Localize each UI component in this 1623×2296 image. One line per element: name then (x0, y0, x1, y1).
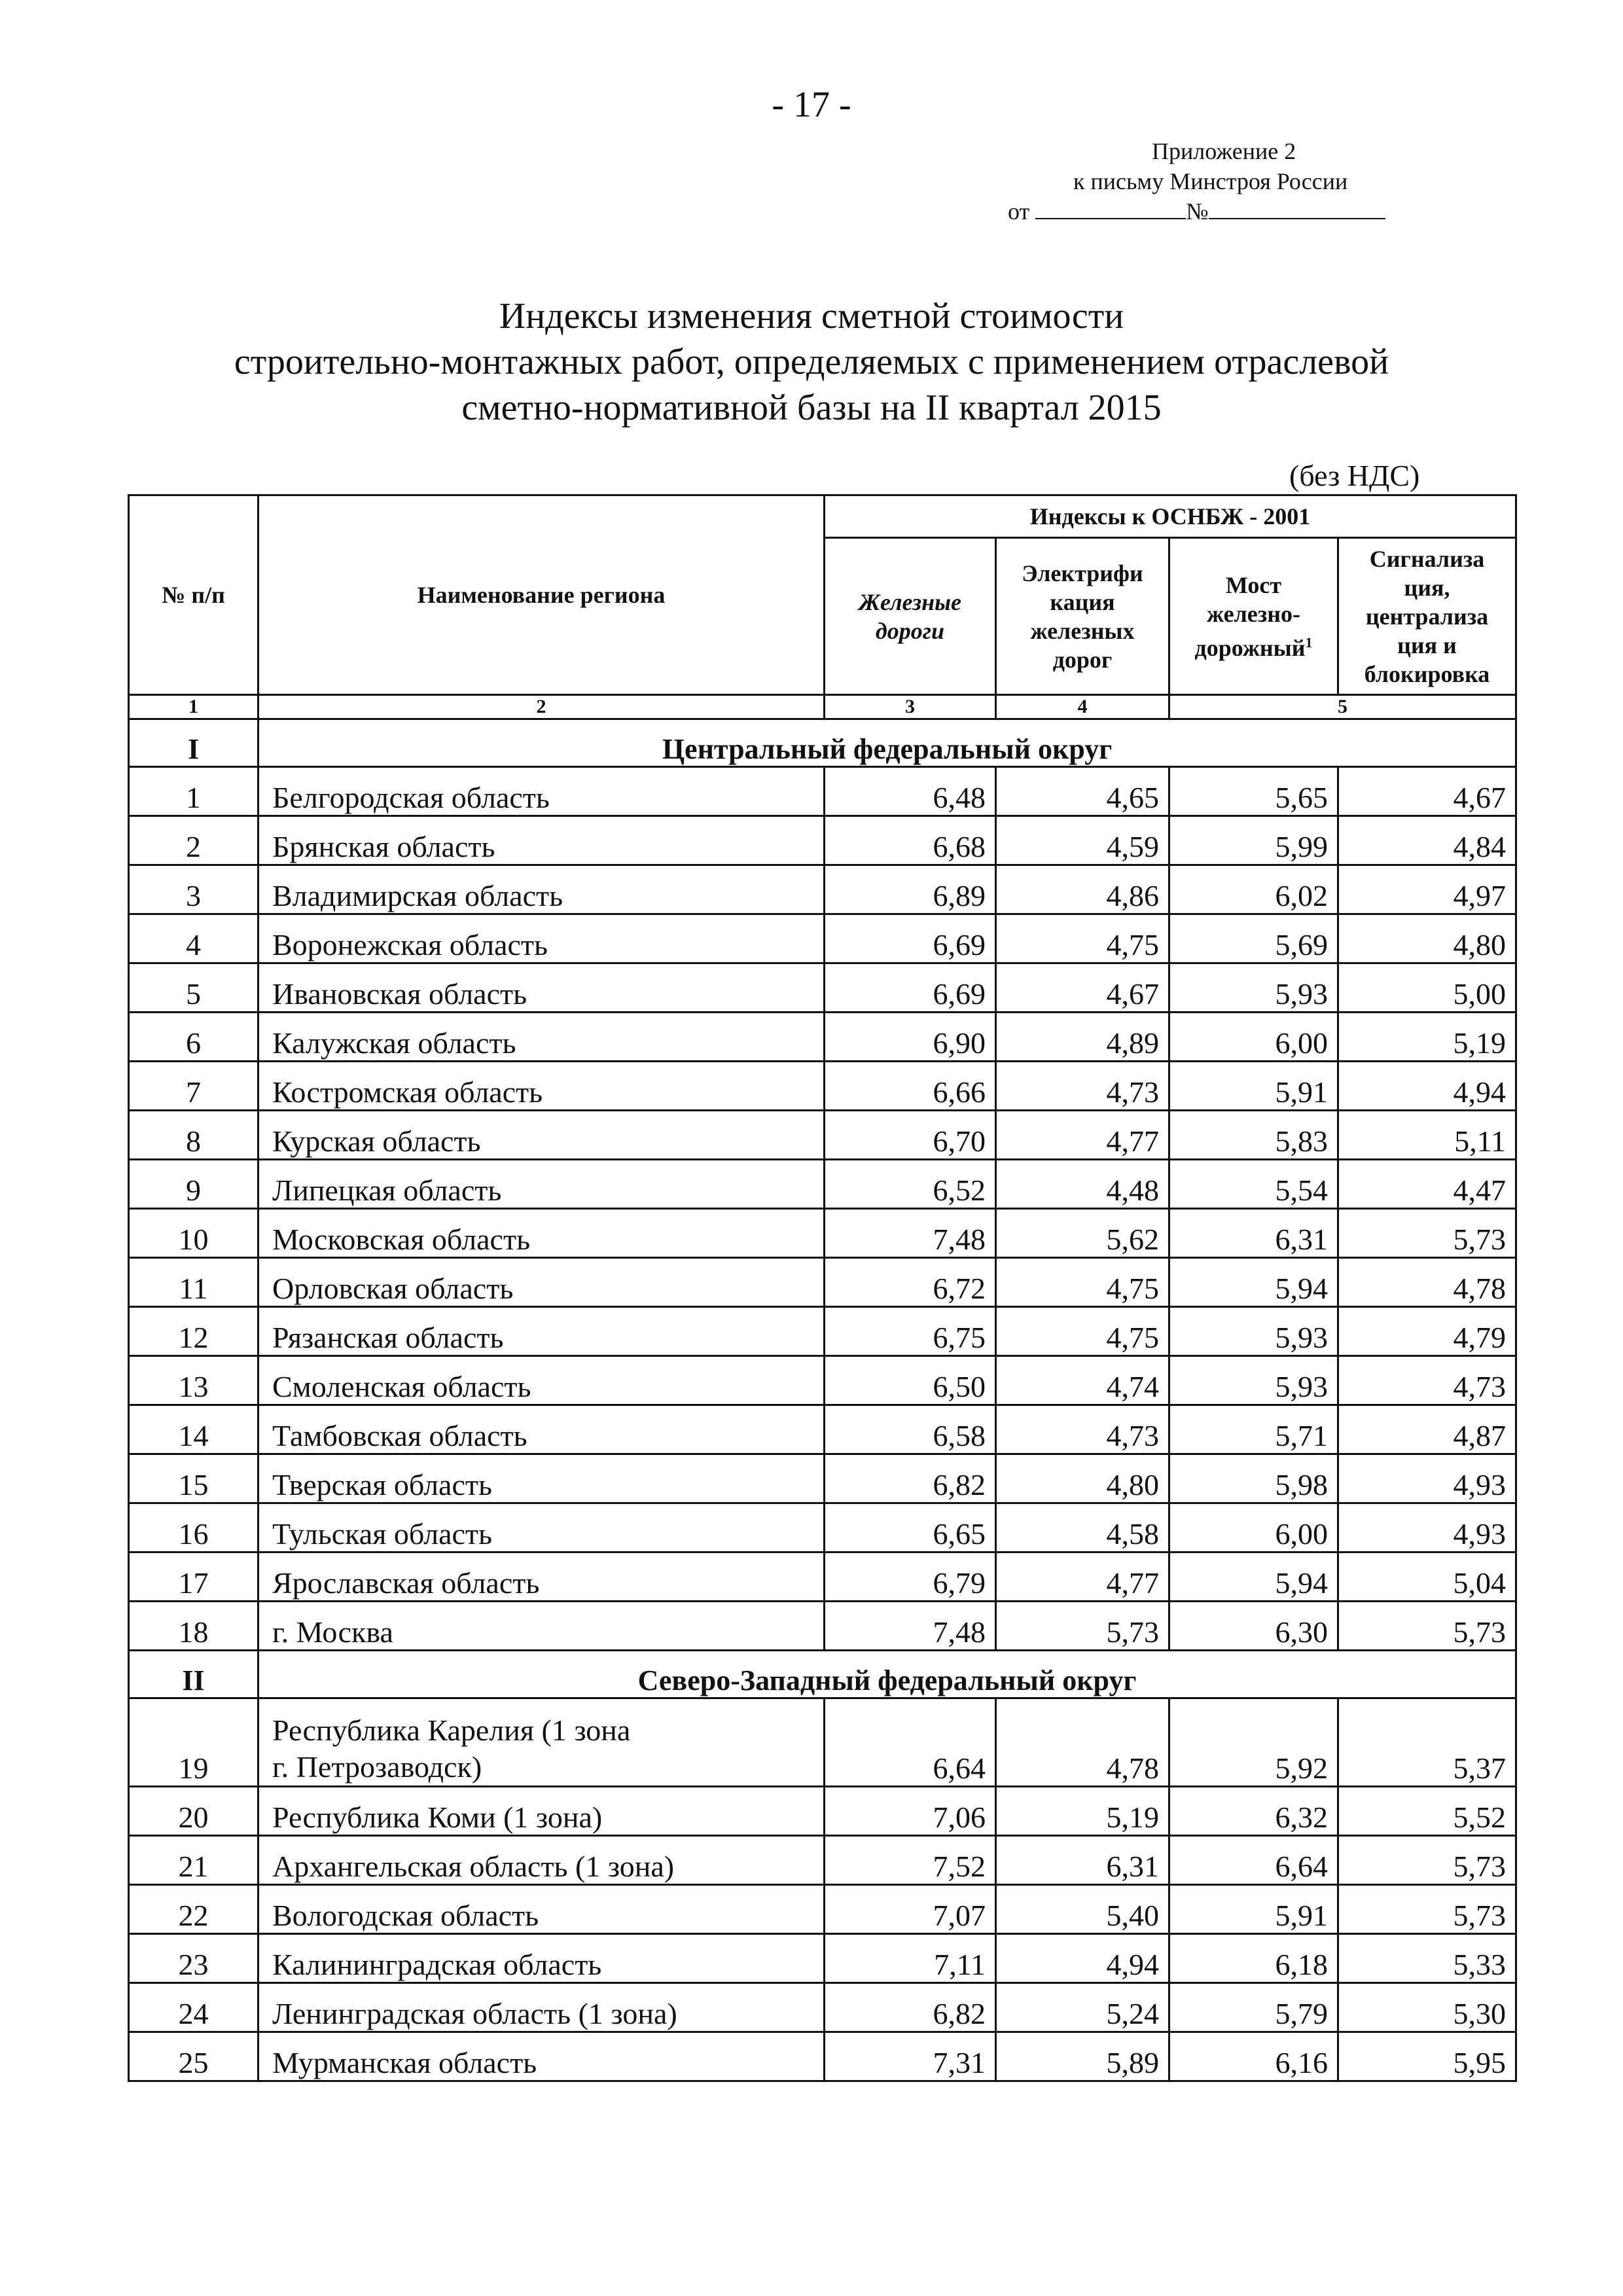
value-signalling: 4,47 (1338, 1160, 1516, 1209)
table-row (129, 1209, 1516, 1258)
region-name: Московская область (259, 1209, 825, 1258)
value-bridge: 5,93 (1169, 1307, 1338, 1356)
row-number: 1 (129, 767, 259, 816)
value-electrification: 5,62 (996, 1209, 1169, 1258)
value-railways: 6,70 (825, 1111, 996, 1160)
table-row (129, 1258, 1516, 1307)
column-number: 1 (129, 695, 259, 719)
section-row (129, 719, 1516, 767)
table-row (129, 1356, 1516, 1405)
table-row (129, 1934, 1516, 1983)
value-electrification: 4,73 (996, 1405, 1169, 1454)
value-electrification: 4,73 (996, 1062, 1169, 1111)
value-signalling: 4,93 (1338, 1454, 1516, 1503)
value-railways: 6,50 (825, 1356, 996, 1405)
region-name: Липецкая область (259, 1160, 825, 1209)
region-name: Тульская область (259, 1503, 825, 1552)
table-row (129, 816, 1516, 865)
value-railways: 6,65 (825, 1503, 996, 1552)
row-number: 14 (129, 1405, 259, 1454)
header-railways (825, 538, 996, 695)
value-bridge: 6,64 (1169, 1836, 1338, 1885)
value-electrification: 4,75 (996, 914, 1169, 963)
value-railways: 6,48 (825, 767, 996, 816)
title-line: сметно-нормативной базы на II квартал 2015 (461, 387, 1162, 428)
section-row (129, 1651, 1516, 1698)
appendix-reference (1008, 136, 1531, 226)
value-bridge: 6,16 (1169, 2032, 1338, 2081)
table-row (129, 865, 1516, 914)
table-row (129, 1983, 1516, 2032)
table-row (129, 1062, 1516, 1111)
value-signalling: 5,04 (1338, 1552, 1516, 1602)
value-electrification: 4,75 (996, 1258, 1169, 1307)
date-blank (1035, 198, 1186, 219)
value-electrification: 5,19 (996, 1787, 1169, 1836)
header-bridge-label: Мост железно-дорожный (1194, 571, 1306, 661)
row-number: 11 (129, 1258, 259, 1307)
value-bridge: 5,94 (1169, 1258, 1338, 1307)
value-signalling: 5,37 (1338, 1698, 1516, 1787)
value-bridge: 5,79 (1169, 1983, 1338, 2032)
value-bridge: 5,54 (1169, 1160, 1338, 1209)
value-bridge: 5,65 (1169, 767, 1338, 816)
value-signalling: 4,87 (1338, 1405, 1516, 1454)
value-railways: 6,52 (825, 1160, 996, 1209)
value-railways: 7,07 (825, 1885, 996, 1934)
value-signalling: 5,73 (1338, 1209, 1516, 1258)
column-number-row (129, 695, 1516, 719)
table-row (129, 2032, 1516, 2081)
row-number: 4 (129, 914, 259, 963)
value-bridge: 5,99 (1169, 816, 1338, 865)
value-bridge: 5,94 (1169, 1552, 1338, 1602)
table-row (129, 1885, 1516, 1934)
region-name: Ивановская область (259, 963, 825, 1013)
column-number: 4 (996, 695, 1169, 719)
region-name: Ленинградская область (1 зона) (259, 1983, 825, 2032)
table-row (129, 1602, 1516, 1651)
table-row (129, 1405, 1516, 1454)
value-railways: 6,82 (825, 1983, 996, 2032)
value-signalling: 4,97 (1338, 865, 1516, 914)
region-name: Орловская область (259, 1258, 825, 1307)
value-railways: 7,06 (825, 1787, 996, 1836)
region-name: Воронежская область (259, 914, 825, 963)
value-electrification: 4,67 (996, 963, 1169, 1013)
value-bridge: 6,00 (1169, 1503, 1338, 1552)
row-number: 17 (129, 1552, 259, 1602)
value-signalling: 5,73 (1338, 1885, 1516, 1934)
row-number: 12 (129, 1307, 259, 1356)
region-name: Владимирская область (259, 865, 825, 914)
row-number: 9 (129, 1160, 259, 1209)
value-signalling: 4,78 (1338, 1258, 1516, 1307)
region-name: Тамбовская область (259, 1405, 825, 1454)
value-electrification: 4,86 (996, 865, 1169, 914)
table-row (129, 1454, 1516, 1503)
value-bridge: 6,30 (1169, 1602, 1338, 1651)
value-bridge: 5,93 (1169, 1356, 1338, 1405)
column-number: 3 (825, 695, 996, 719)
value-railways: 6,69 (825, 914, 996, 963)
table-row (129, 1307, 1516, 1356)
value-signalling: 5,52 (1338, 1787, 1516, 1836)
vat-note: (без НДС) (1289, 459, 1420, 492)
row-number: 22 (129, 1885, 259, 1934)
header-electrification: Электрифи кация железных дорог (996, 538, 1169, 695)
row-number: 15 (129, 1454, 259, 1503)
region-name: Брянская область (259, 816, 825, 865)
value-bridge: 6,18 (1169, 1934, 1338, 1983)
row-number: 20 (129, 1787, 259, 1836)
row-number: 25 (129, 2032, 259, 2081)
row-number: 16 (129, 1503, 259, 1552)
value-railways: 7,48 (825, 1209, 996, 1258)
appendix-letter-line: к письму Минстроя России (1073, 168, 1348, 194)
table-row (129, 1013, 1516, 1062)
value-electrification: 4,75 (996, 1307, 1169, 1356)
value-railways: 6,69 (825, 963, 996, 1013)
region-name-line: Республика Карелия (1 зона (272, 1713, 631, 1747)
value-railways: 7,48 (825, 1602, 996, 1651)
section-name: Центральный федеральный округ (259, 719, 1516, 767)
value-bridge: 5,91 (1169, 1062, 1338, 1111)
table-row (129, 1111, 1516, 1160)
header-region: Наименование региона (259, 495, 825, 695)
value-railways: 6,89 (825, 865, 996, 914)
header-signalling: Сигнализа ция, централиза ция и блокировка (1338, 538, 1516, 695)
value-railways: 6,58 (825, 1405, 996, 1454)
header-no: № п/п (129, 495, 259, 695)
region-name: г. Москва (259, 1602, 825, 1651)
value-electrification: 4,58 (996, 1503, 1169, 1552)
value-railways: 6,66 (825, 1062, 996, 1111)
value-signalling: 5,11 (1338, 1111, 1516, 1160)
row-number: 13 (129, 1356, 259, 1405)
region-name: Тверская область (259, 1454, 825, 1503)
value-bridge: 6,02 (1169, 865, 1338, 914)
value-bridge: 5,93 (1169, 963, 1338, 1013)
value-railways: 6,64 (825, 1698, 996, 1787)
table-row (129, 1503, 1516, 1552)
value-signalling: 4,79 (1338, 1307, 1516, 1356)
row-number: 23 (129, 1934, 259, 1983)
value-electrification: 4,59 (996, 816, 1169, 865)
appendix-date-number-line (1008, 196, 1531, 226)
row-number: 21 (129, 1836, 259, 1885)
value-signalling: 4,94 (1338, 1062, 1516, 1111)
value-electrification: 4,48 (996, 1160, 1169, 1209)
table-row (129, 1552, 1516, 1602)
row-number: 8 (129, 1111, 259, 1160)
value-bridge: 5,98 (1169, 1454, 1338, 1503)
header-index-group: Индексы к ОСНБЖ - 2001 (825, 495, 1516, 538)
value-signalling: 5,73 (1338, 1602, 1516, 1651)
table-row (129, 767, 1516, 816)
table-row (129, 1160, 1516, 1209)
value-signalling: 5,95 (1338, 2032, 1516, 2081)
section-name: Северо-Западный федеральный округ (259, 1651, 1516, 1698)
column-number: 2 (259, 695, 825, 719)
value-railways: 6,75 (825, 1307, 996, 1356)
value-railways: 6,90 (825, 1013, 996, 1062)
value-signalling: 5,30 (1338, 1983, 1516, 2032)
value-signalling: 4,84 (1338, 816, 1516, 865)
value-signalling: 5,19 (1338, 1013, 1516, 1062)
value-signalling: 4,73 (1338, 1356, 1516, 1405)
value-bridge: 6,31 (1169, 1209, 1338, 1258)
table-row (129, 1836, 1516, 1885)
row-number: 5 (129, 963, 259, 1013)
region-name: Смоленская область (259, 1356, 825, 1405)
value-electrification: 6,31 (996, 1836, 1169, 1885)
value-railways: 7,52 (825, 1836, 996, 1885)
page-number: - 17 - (772, 84, 851, 125)
value-bridge: 6,00 (1169, 1013, 1338, 1062)
title-line: Индексы изменения сметной стоимости (499, 296, 1124, 336)
from-label: от (1008, 198, 1030, 224)
section-code: II (129, 1651, 259, 1698)
value-electrification: 4,74 (996, 1356, 1169, 1405)
region-name (259, 1698, 825, 1787)
value-railways: 7,31 (825, 2032, 996, 2081)
value-signalling: 4,67 (1338, 767, 1516, 816)
value-signalling: 4,80 (1338, 914, 1516, 963)
value-railways: 6,72 (825, 1258, 996, 1307)
value-bridge: 5,91 (1169, 1885, 1338, 1934)
row-number: 10 (129, 1209, 259, 1258)
table-row (129, 1698, 1516, 1787)
value-electrification: 4,77 (996, 1552, 1169, 1602)
region-name: Калининградская область (259, 1934, 825, 1983)
row-number: 2 (129, 816, 259, 865)
appendix-line: Приложение 2 (1152, 138, 1296, 164)
header-bridge (1169, 538, 1338, 695)
number-blank (1209, 198, 1385, 219)
value-electrification: 5,40 (996, 1885, 1169, 1934)
region-name: Ярославская область (259, 1552, 825, 1602)
section-code: I (129, 719, 259, 767)
value-electrification: 4,77 (996, 1111, 1169, 1160)
value-bridge: 5,92 (1169, 1698, 1338, 1787)
region-name: Республика Коми (1 зона) (259, 1787, 825, 1836)
value-signalling: 5,33 (1338, 1934, 1516, 1983)
table-row (129, 914, 1516, 963)
value-electrification: 4,78 (996, 1698, 1169, 1787)
value-signalling: 5,73 (1338, 1836, 1516, 1885)
value-signalling: 4,93 (1338, 1503, 1516, 1552)
row-number: 19 (129, 1698, 259, 1787)
table-row (129, 963, 1516, 1013)
header-railways-label: Железные дороги (858, 588, 962, 644)
footnote-mark: 1 (1305, 634, 1313, 651)
row-number: 7 (129, 1062, 259, 1111)
value-bridge: 5,69 (1169, 914, 1338, 963)
region-name: Вологодская область (259, 1885, 825, 1934)
region-name-line: г. Петрозаводск) (272, 1750, 482, 1784)
region-name: Костромская область (259, 1062, 825, 1111)
value-electrification: 4,89 (996, 1013, 1169, 1062)
value-bridge: 5,83 (1169, 1111, 1338, 1160)
value-electrification: 4,94 (996, 1934, 1169, 1983)
row-number: 6 (129, 1013, 259, 1062)
region-name: Архангельская область (1 зона) (259, 1836, 825, 1885)
region-name: Белгородская область (259, 767, 825, 816)
region-name: Мурманская область (259, 2032, 825, 2081)
value-railways: 6,68 (825, 816, 996, 865)
value-railways: 6,82 (825, 1454, 996, 1503)
title-line: строительно-монтажных работ, определяемых с применением отраслевой (234, 342, 1389, 382)
value-railways: 6,79 (825, 1552, 996, 1602)
row-number: 18 (129, 1602, 259, 1651)
value-electrification: 5,24 (996, 1983, 1169, 2032)
row-number: 3 (129, 865, 259, 914)
column-number: 5 (1169, 695, 1516, 719)
value-electrification: 5,73 (996, 1602, 1169, 1651)
value-electrification: 4,80 (996, 1454, 1169, 1503)
value-bridge: 5,71 (1169, 1405, 1338, 1454)
table-row (129, 1787, 1516, 1836)
index-table (128, 494, 1517, 2082)
value-electrification: 5,89 (996, 2032, 1169, 2081)
region-name: Курская область (259, 1111, 825, 1160)
document-title (0, 293, 1623, 431)
region-name: Калужская область (259, 1013, 825, 1062)
row-number: 24 (129, 1983, 259, 2032)
value-bridge: 6,32 (1169, 1787, 1338, 1836)
value-electrification: 4,65 (996, 767, 1169, 816)
region-name: Рязанская область (259, 1307, 825, 1356)
value-railways: 7,11 (825, 1934, 996, 1983)
number-label: № (1186, 198, 1209, 224)
value-signalling: 5,00 (1338, 963, 1516, 1013)
